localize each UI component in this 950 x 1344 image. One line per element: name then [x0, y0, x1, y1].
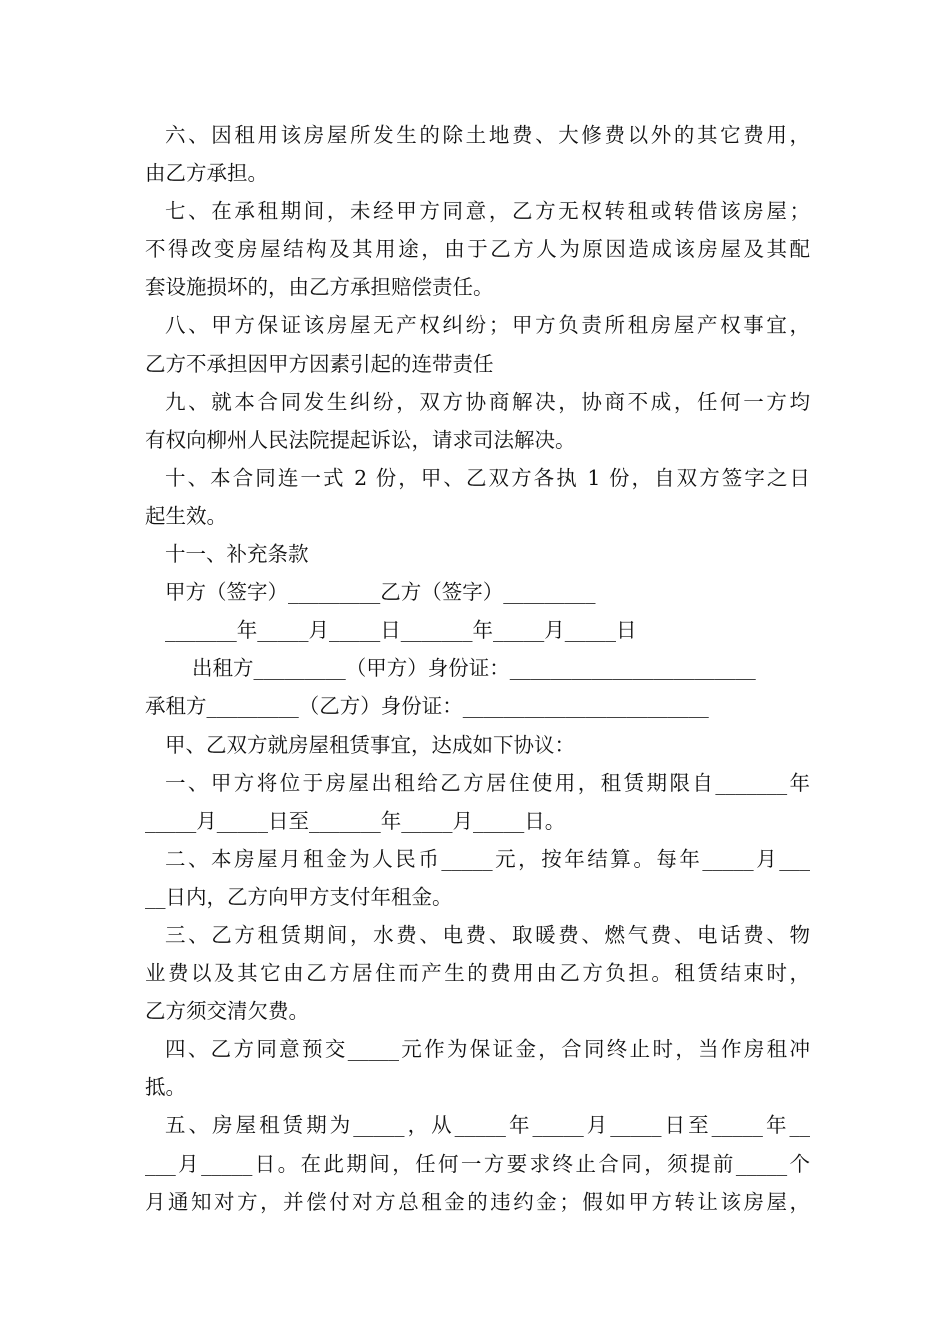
- clause-7-line-1: 七、在承租期间，未经甲方同意，乙方无权转租或转借该房屋；: [165, 199, 810, 224]
- signature-line: 甲方（签字）_________乙方（签字）_________: [165, 580, 596, 605]
- clause-4-line-1: 四、乙方同意预交_____元作为保证金，合同终止时，当作房租冲: [165, 1037, 810, 1062]
- clause-10-line-1: 十、本合同连一式 2 份，甲、乙双方各执 1 份，自双方签字之日: [165, 465, 810, 490]
- lessor-id-line: 出租方_________（甲方）身份证：________________________: [192, 656, 756, 681]
- clause-8-line-1: 八、甲方保证该房屋无产权纠纷；甲方负责所租房屋产权事宜，: [165, 313, 810, 338]
- clause-3-line-1: 三、乙方租赁期间，水费、电费、取暖费、燃气费、电话费、物: [165, 922, 810, 947]
- clause-3-line-2: 业费以及其它由乙方居住而产生的费用由乙方负担。租赁结束时，: [145, 961, 810, 986]
- clause-8-line-2: 乙方不承担因甲方因素引起的连带责任: [145, 351, 494, 376]
- clause-5-line-3: 月通知对方，并偿付对方总租金的违约金；假如甲方转让该房屋，: [145, 1189, 810, 1214]
- clause-2-line-1: 二、本房屋月租金为人民币_____元，按年结算。每年_____月___: [165, 846, 810, 871]
- date-line: _______年_____月_____日_______年_____月_____日: [165, 618, 637, 643]
- clause-9-line-2: 有权向柳州人民法院提起诉讼，请求司法解决。: [145, 427, 576, 452]
- clause-10-line-2: 起生效。: [145, 503, 227, 528]
- agreement-intro: 甲、乙双方就房屋租赁事宜，达成如下协议：: [165, 732, 575, 757]
- clause-4-line-2: 抵。: [145, 1075, 186, 1100]
- clause-6-line-1: 六、因租用该房屋所发生的除土地费、大修费以外的其它费用，: [165, 123, 810, 147]
- clause-9-line-1: 九、就本合同发生纠纷，双方协商解决，协商不成，任何一方均: [165, 389, 810, 414]
- clause-1-line-2: _____月_____日至_______年_____月_____日。: [145, 808, 566, 833]
- clause-2-line-2: __日内，乙方向甲方支付年租金。: [145, 884, 453, 909]
- clause-5-line-2: ___月_____日。在此期间，任何一方要求终止合同，须提前_____个: [145, 1151, 810, 1176]
- lessee-id-line: 承租方_________（乙方）身份证：________________________: [145, 694, 709, 719]
- document-body: [145, 116, 810, 1221]
- clause-7-line-2: 不得改变房屋结构及其用途，由于乙方人为原因造成该房屋及其配: [145, 237, 810, 262]
- clause-1-line-1: 一、甲方将位于房屋出租给乙方居住使用，租赁期限自_______年: [165, 770, 810, 795]
- clause-3-line-3: 乙方须交清欠费。: [145, 999, 309, 1024]
- clause-5-line-1: 五、房屋租赁期为_____，从_____年_____月_____日至_____年__: [165, 1113, 810, 1138]
- clause-7-line-3: 套设施损坏的，由乙方承担赔偿责任。: [145, 275, 494, 300]
- clause-6-line-2: 由乙方承担。: [145, 161, 268, 186]
- clause-11-heading: 十一、补充条款: [165, 542, 309, 567]
